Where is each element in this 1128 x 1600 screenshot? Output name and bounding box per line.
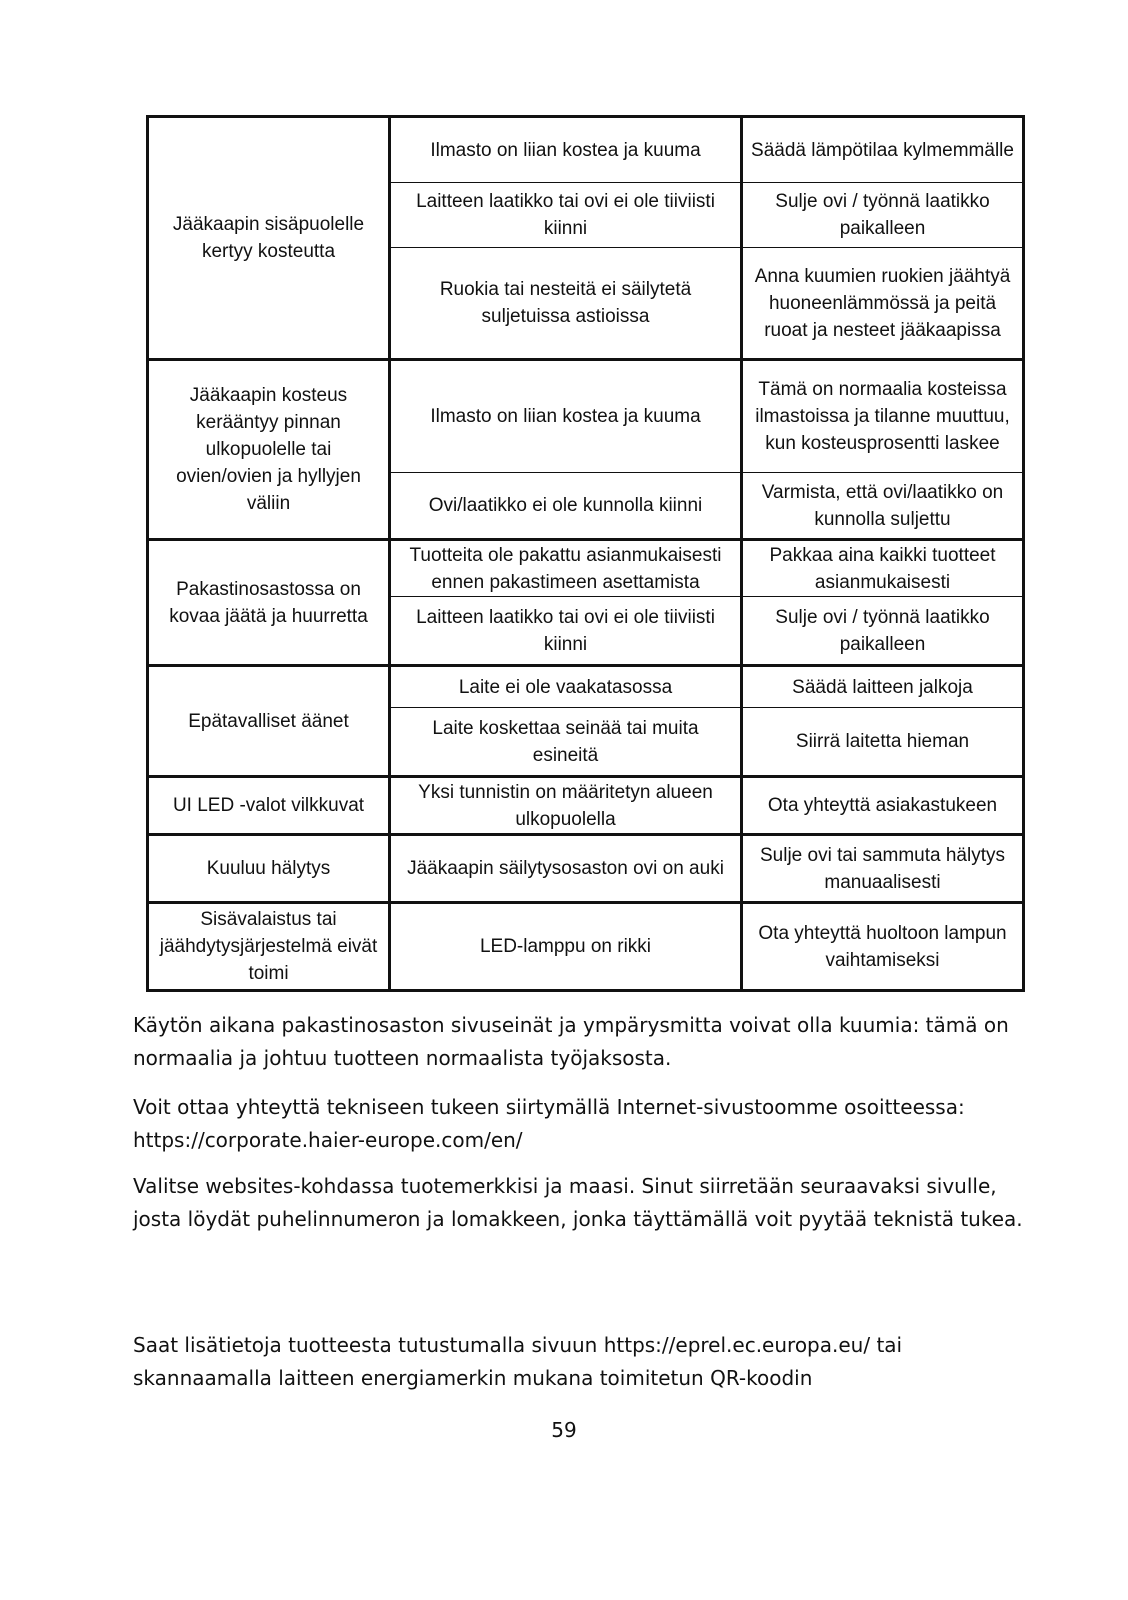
solution-cell: Anna kuumien ruokien jäähtyä huoneenlämmössä ja peitä ruoat ja nesteet jääkaapissa xyxy=(742,248,1024,360)
cause-cell: LED-lamppu on rikki xyxy=(390,903,742,991)
troubleshooting-table xyxy=(146,115,1025,992)
cause-cell: Yksi tunnistin on määritetyn alueen ulkopuolella xyxy=(390,777,742,835)
solution-cell: Tämä on normaalia kosteissa ilmastoissa ja tilanne muuttuu, kun kosteusprosentti laskee xyxy=(742,360,1024,473)
problem-cell: Kuuluu hälytys xyxy=(148,835,390,903)
paragraph-line: normaalia ja johtuu tuotteen normaalista työjaksosta. xyxy=(133,1046,672,1070)
paragraph-line: Saat lisätietoja tuotteesta tutustumalla sivuun https://eprel.ec.europa.eu/ tai xyxy=(133,1333,903,1357)
table-row xyxy=(148,360,1024,473)
problem-cell: UI LED -valot vilkkuvat xyxy=(148,777,390,835)
problem-cell: Sisävalaistus tai jäähdytysjärjestelmä eivät toimi xyxy=(148,903,390,991)
problem-cell: Pakastinosastossa on kovaa jäätä ja huurretta xyxy=(148,540,390,666)
cause-cell: Ilmasto on liian kostea ja kuuma xyxy=(390,117,742,183)
table-row xyxy=(148,540,1024,597)
cause-cell: Laite ei ole vaakatasossa xyxy=(390,666,742,708)
paragraph-eprel-info xyxy=(133,1329,1013,1395)
solution-cell: Sulje ovi / työnnä laatikko paikalleen xyxy=(742,597,1024,666)
paragraph-line: Valitse websites-kohdassa tuotemerkkisi ja maasi. Sinut siirretään seuraavaksi sivulle, xyxy=(133,1174,997,1198)
problem-cell: Jääkaapin kosteus kerääntyy pinnan ulkopuolelle tai ovien/ovien ja hyllyjen väliin xyxy=(148,360,390,540)
paragraph-line: Käytön aikana pakastinosaston sivuseinät ja ympärysmitta voivat olla kuumia: tämä on xyxy=(133,1013,1009,1037)
cause-cell: Ruokia tai nesteitä ei säilytetä suljetuissa astioissa xyxy=(390,248,742,360)
paragraph-website-instructions xyxy=(133,1170,1023,1236)
solution-cell: Säädä lämpötilaa kylmemmälle xyxy=(742,117,1024,183)
cause-cell: Laitteen laatikko tai ovi ei ole tiiviisti kiinni xyxy=(390,183,742,248)
table-row xyxy=(148,903,1024,991)
cause-cell: Laite koskettaa seinää tai muita esineitä xyxy=(390,708,742,777)
cause-cell: Tuotteita ole pakattu asianmukaisesti ennen pakastimeen asettamista xyxy=(390,540,742,597)
paragraph-line: skannaamalla laitteen energiamerkin mukana toimitetun QR-koodin xyxy=(133,1366,813,1390)
paragraph-line: Voit ottaa yhteyttä tekniseen tukeen siirtymällä Internet-sivustoomme osoitteessa: xyxy=(133,1095,965,1119)
paragraph-support-contact xyxy=(133,1091,1013,1157)
table-row xyxy=(148,777,1024,835)
solution-cell: Siirrä laitetta hieman xyxy=(742,708,1024,777)
solution-cell: Pakkaa aina kaikki tuotteet asianmukaisesti xyxy=(742,540,1024,597)
support-link[interactable]: https://corporate.haier-europe.com/en/ xyxy=(133,1128,523,1152)
solution-cell: Sulje ovi / työnnä laatikko paikalleen xyxy=(742,183,1024,248)
paragraph-line: josta löydät puhelinnumeron ja lomakkeen, jonka täyttämällä voit pyytää teknistä tukea. xyxy=(133,1207,1023,1231)
table-row xyxy=(148,117,1024,183)
cause-cell: Laitteen laatikko tai ovi ei ole tiiviisti kiinni xyxy=(390,597,742,666)
paragraph-hot-walls xyxy=(133,1009,1013,1075)
page-number: 59 xyxy=(551,1418,577,1442)
solution-cell: Ota yhteyttä huoltoon lampun vaihtamiseksi xyxy=(742,903,1024,991)
cause-cell: Jääkaapin säilytysosaston ovi on auki xyxy=(390,835,742,903)
table-row xyxy=(148,666,1024,708)
solution-cell: Varmista, että ovi/laatikko on kunnolla suljettu xyxy=(742,473,1024,540)
solution-cell: Säädä laitteen jalkoja xyxy=(742,666,1024,708)
cause-cell: Ilmasto on liian kostea ja kuuma xyxy=(390,360,742,473)
solution-cell: Sulje ovi tai sammuta hälytys manuaalisesti xyxy=(742,835,1024,903)
problem-cell: Jääkaapin sisäpuolelle kertyy kosteutta xyxy=(148,117,390,360)
table-row xyxy=(148,835,1024,903)
solution-cell: Ota yhteyttä asiakastukeen xyxy=(742,777,1024,835)
problem-cell: Epätavalliset äänet xyxy=(148,666,390,777)
cause-cell: Ovi/laatikko ei ole kunnolla kiinni xyxy=(390,473,742,540)
